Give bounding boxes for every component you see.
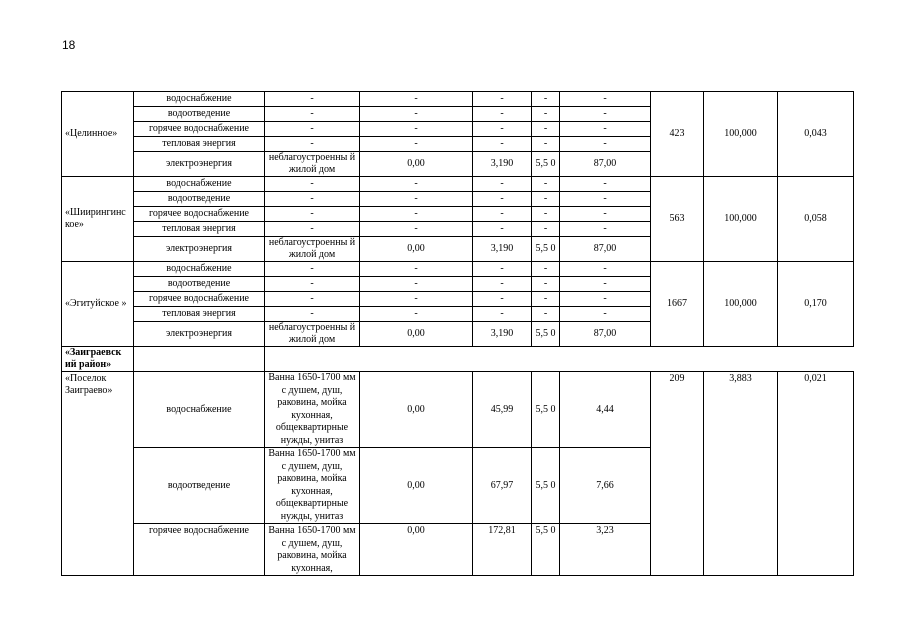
empty-cell bbox=[265, 347, 854, 372]
service-name: водоотведение bbox=[134, 277, 265, 292]
consumer-description: - bbox=[265, 222, 360, 237]
share-value: 0,043 bbox=[778, 92, 854, 177]
value-cell: 0,00 bbox=[360, 237, 473, 262]
value-cell: - bbox=[473, 137, 532, 152]
value-cell: - bbox=[560, 107, 651, 122]
service-name: водоотведение bbox=[134, 192, 265, 207]
value-cell: - bbox=[532, 122, 560, 137]
value-cell: 3,190 bbox=[473, 152, 532, 177]
value-cell: 3,190 bbox=[473, 237, 532, 262]
service-name: электроэнергия bbox=[134, 152, 265, 177]
value-cell: - bbox=[473, 192, 532, 207]
value-cell: - bbox=[360, 262, 473, 277]
share-value: 0,058 bbox=[778, 177, 854, 262]
value-cell: - bbox=[360, 292, 473, 307]
consumer-description: - bbox=[265, 177, 360, 192]
share-value: 0,021 bbox=[778, 372, 854, 576]
value-cell: 3,23 bbox=[560, 524, 651, 576]
value-cell: 5,5 0 bbox=[532, 322, 560, 347]
value-cell: - bbox=[473, 92, 532, 107]
consumer-description: Ванна 1650-1700 мм с душем, душ, раковина, мойка кухонная, bbox=[265, 524, 360, 576]
value-cell: - bbox=[532, 137, 560, 152]
value-cell: 87,00 bbox=[560, 322, 651, 347]
consumer-description: - bbox=[265, 292, 360, 307]
settlement-name: «Целинное» bbox=[62, 92, 134, 177]
consumer-description: - bbox=[265, 262, 360, 277]
value-cell: - bbox=[560, 207, 651, 222]
consumer-description: - bbox=[265, 192, 360, 207]
value-cell: - bbox=[560, 222, 651, 237]
consumer-description: - bbox=[265, 207, 360, 222]
value-cell: 87,00 bbox=[560, 152, 651, 177]
value-cell: - bbox=[360, 177, 473, 192]
settlement-name: «Поселок Заиграево» bbox=[62, 372, 134, 576]
service-name: горячее водоснабжение bbox=[134, 207, 265, 222]
value-cell: - bbox=[532, 222, 560, 237]
service-name: горячее водоснабжение bbox=[134, 292, 265, 307]
value-cell: - bbox=[532, 192, 560, 207]
value-cell: - bbox=[473, 107, 532, 122]
table-row bbox=[62, 262, 854, 277]
service-name: водоотведение bbox=[134, 448, 265, 524]
value-cell: - bbox=[360, 307, 473, 322]
page-number: 18 bbox=[62, 38, 76, 52]
value-cell: - bbox=[560, 277, 651, 292]
value-cell: 5,5 0 bbox=[532, 152, 560, 177]
service-name: горячее водоснабжение bbox=[134, 122, 265, 137]
value-cell: 0,00 bbox=[360, 524, 473, 576]
value-cell: - bbox=[473, 207, 532, 222]
value-cell: - bbox=[560, 177, 651, 192]
empty-cell bbox=[134, 347, 265, 372]
consumer-description: Ванна 1650-1700 мм с душем, душ, раковина, мойка кухонная, общеквартирные нужды, унитаз bbox=[265, 372, 360, 448]
consumer-description: - bbox=[265, 107, 360, 122]
value-cell: - bbox=[360, 92, 473, 107]
population-count: 563 bbox=[651, 177, 704, 262]
service-name: водоснабжение bbox=[134, 262, 265, 277]
value-cell: - bbox=[360, 277, 473, 292]
value-cell: - bbox=[560, 192, 651, 207]
settlement-name: «Шиирингинс кое» bbox=[62, 177, 134, 262]
value-cell: 0,00 bbox=[360, 448, 473, 524]
value-cell: 87,00 bbox=[560, 237, 651, 262]
value-cell: - bbox=[560, 122, 651, 137]
consumer-description: неблагоустроенны й жилой дом bbox=[265, 152, 360, 177]
service-name: горячее водоснабжение bbox=[134, 524, 265, 576]
value-cell: - bbox=[473, 177, 532, 192]
value-cell: - bbox=[532, 92, 560, 107]
consumer-description: - bbox=[265, 277, 360, 292]
service-name: тепловая энергия bbox=[134, 137, 265, 152]
value-cell: 172,81 bbox=[473, 524, 532, 576]
value-cell: - bbox=[532, 262, 560, 277]
percent-value: 100,000 bbox=[704, 92, 778, 177]
value-cell: 5,5 0 bbox=[532, 237, 560, 262]
value-cell: - bbox=[532, 292, 560, 307]
population-count: 1667 bbox=[651, 262, 704, 347]
value-cell: 0,00 bbox=[360, 322, 473, 347]
consumer-description: неблагоустроенны й жилой дом bbox=[265, 322, 360, 347]
consumer-description: - bbox=[265, 307, 360, 322]
service-name: водоснабжение bbox=[134, 372, 265, 448]
service-name: водоснабжение bbox=[134, 177, 265, 192]
value-cell: - bbox=[560, 262, 651, 277]
consumer-description: неблагоустроенны й жилой дом bbox=[265, 237, 360, 262]
value-cell: 7,66 bbox=[560, 448, 651, 524]
table-row bbox=[62, 92, 854, 107]
percent-value: 3,883 bbox=[704, 372, 778, 576]
service-name: водоотведение bbox=[134, 107, 265, 122]
value-cell: 5,5 0 bbox=[532, 448, 560, 524]
value-cell: - bbox=[532, 207, 560, 222]
settlement-name: «Эгитуйское » bbox=[62, 262, 134, 347]
service-name: электроэнергия bbox=[134, 322, 265, 347]
consumer-description: Ванна 1650-1700 мм с душем, душ, раковина, мойка кухонная, общеквартирные нужды, унитаз bbox=[265, 448, 360, 524]
value-cell: - bbox=[532, 277, 560, 292]
value-cell: - bbox=[473, 222, 532, 237]
value-cell: 0,00 bbox=[360, 152, 473, 177]
value-cell: 0,00 bbox=[360, 372, 473, 448]
percent-value: 100,000 bbox=[704, 177, 778, 262]
value-cell: - bbox=[360, 107, 473, 122]
table-row bbox=[62, 177, 854, 192]
district-row bbox=[62, 347, 854, 372]
district-name: «Заиграевск ий район» bbox=[62, 347, 134, 372]
value-cell: 4,44 bbox=[560, 372, 651, 448]
value-cell: - bbox=[473, 292, 532, 307]
value-cell: 67,97 bbox=[473, 448, 532, 524]
share-value: 0,170 bbox=[778, 262, 854, 347]
value-cell: - bbox=[560, 92, 651, 107]
value-cell: - bbox=[473, 262, 532, 277]
value-cell: - bbox=[360, 137, 473, 152]
service-name: тепловая энергия bbox=[134, 222, 265, 237]
value-cell: - bbox=[532, 177, 560, 192]
consumer-description: - bbox=[265, 137, 360, 152]
value-cell: - bbox=[560, 307, 651, 322]
value-cell: 3,190 bbox=[473, 322, 532, 347]
population-count: 209 bbox=[651, 372, 704, 576]
value-cell: - bbox=[532, 107, 560, 122]
tariff-table bbox=[61, 91, 854, 576]
value-cell: - bbox=[360, 192, 473, 207]
service-name: тепловая энергия bbox=[134, 307, 265, 322]
value-cell: - bbox=[473, 277, 532, 292]
consumer-description: - bbox=[265, 92, 360, 107]
value-cell: - bbox=[473, 122, 532, 137]
value-cell: - bbox=[560, 137, 651, 152]
percent-value: 100,000 bbox=[704, 262, 778, 347]
value-cell: - bbox=[360, 122, 473, 137]
value-cell: 5,5 0 bbox=[532, 524, 560, 576]
service-name: водоснабжение bbox=[134, 92, 265, 107]
value-cell: - bbox=[560, 292, 651, 307]
population-count: 423 bbox=[651, 92, 704, 177]
value-cell: - bbox=[360, 222, 473, 237]
value-cell: 45,99 bbox=[473, 372, 532, 448]
table-row bbox=[62, 372, 854, 448]
value-cell: - bbox=[473, 307, 532, 322]
value-cell: - bbox=[360, 207, 473, 222]
consumer-description: - bbox=[265, 122, 360, 137]
value-cell: 5,5 0 bbox=[532, 372, 560, 448]
value-cell: - bbox=[532, 307, 560, 322]
service-name: электроэнергия bbox=[134, 237, 265, 262]
